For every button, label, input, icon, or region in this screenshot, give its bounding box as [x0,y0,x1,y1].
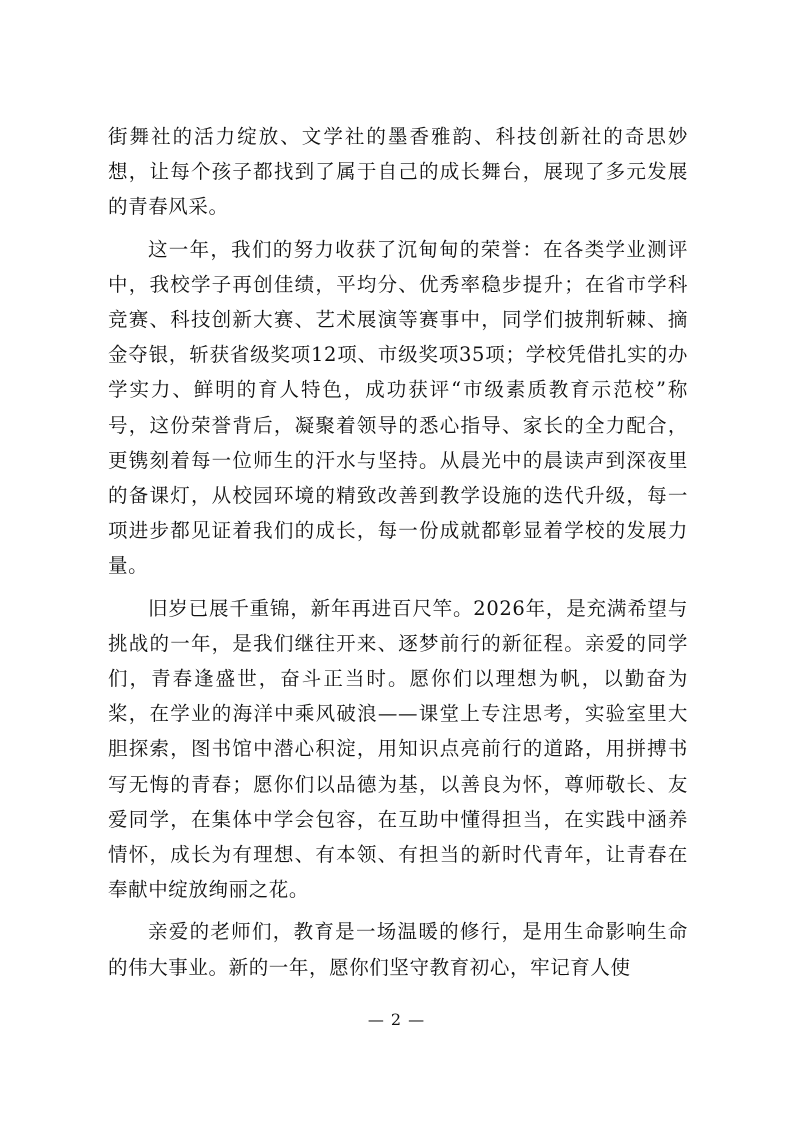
page-number: — 2 — [367,1010,426,1029]
paragraph-honors: 这一年，我们的努力收获了沉甸甸的荣誉：在各类学业测评中，我校学子再创佳绩，平均分、优秀率稳步提升；在省市学科竞赛、科技创新大赛、艺术展演等赛事中，同学们披荆斩棘、摘金夺银，斩获省级奖项12项、市级奖项35项；学校凭借扎实的办学实力、鲜明的育人特色，成功获评“市级素质教育示范校”称号，这份荣誉背后，凝聚着领导的悉心指导、家长的全力配合，更镌刻着每一位师生的汗水与坚持。从晨光中的晨读声到深夜里的备课灯，从校园环境的精致改善到教学设施的迭代升级，每一项进步都见证着我们的成长，每一份成就都彰显着学校的发展力量。 [108,237,688,578]
paragraph-clubs-continued: 街舞社的活力绽放、文学社的墨香雅韵、科技创新社的奇思妙想，让每个孩子都找到了属于自己的成长舞台，展现了多元发展的青春风采。 [108,125,688,219]
document-body [108,119,688,992]
paragraph-teachers: 亲爱的老师们，教育是一场温暖的修行，是用生命影响生命的伟大事业。新的一年，愿你们坚守教育初心，牢记育人使 [108,920,688,979]
paragraph-new-year-students: 旧岁已展千重锦，新年再进百尺竿。2026年，是充满希望与挑战的一年，是我们继往开来、逐梦前行的新征程。亲爱的同学们，青春逢盛世，奋斗正当时。愿你们以理想为帆，以勤奋为桨，在学业的海洋中乘风破浪——课堂上专注思考，实验室里大胆探索，图书馆中潜心积淀，用知识点亮前行的道路，用拼搏书写无悔的青春；愿你们以品德为基，以善良为怀，尊师敬长、友爱同学，在集体中学会包容，在互助中懂得担当，在实践中涵养情怀，成长为有理想、有本领、有担当的新时代青年，让青春在奉献中绽放绚丽之花。 [108,596,688,902]
